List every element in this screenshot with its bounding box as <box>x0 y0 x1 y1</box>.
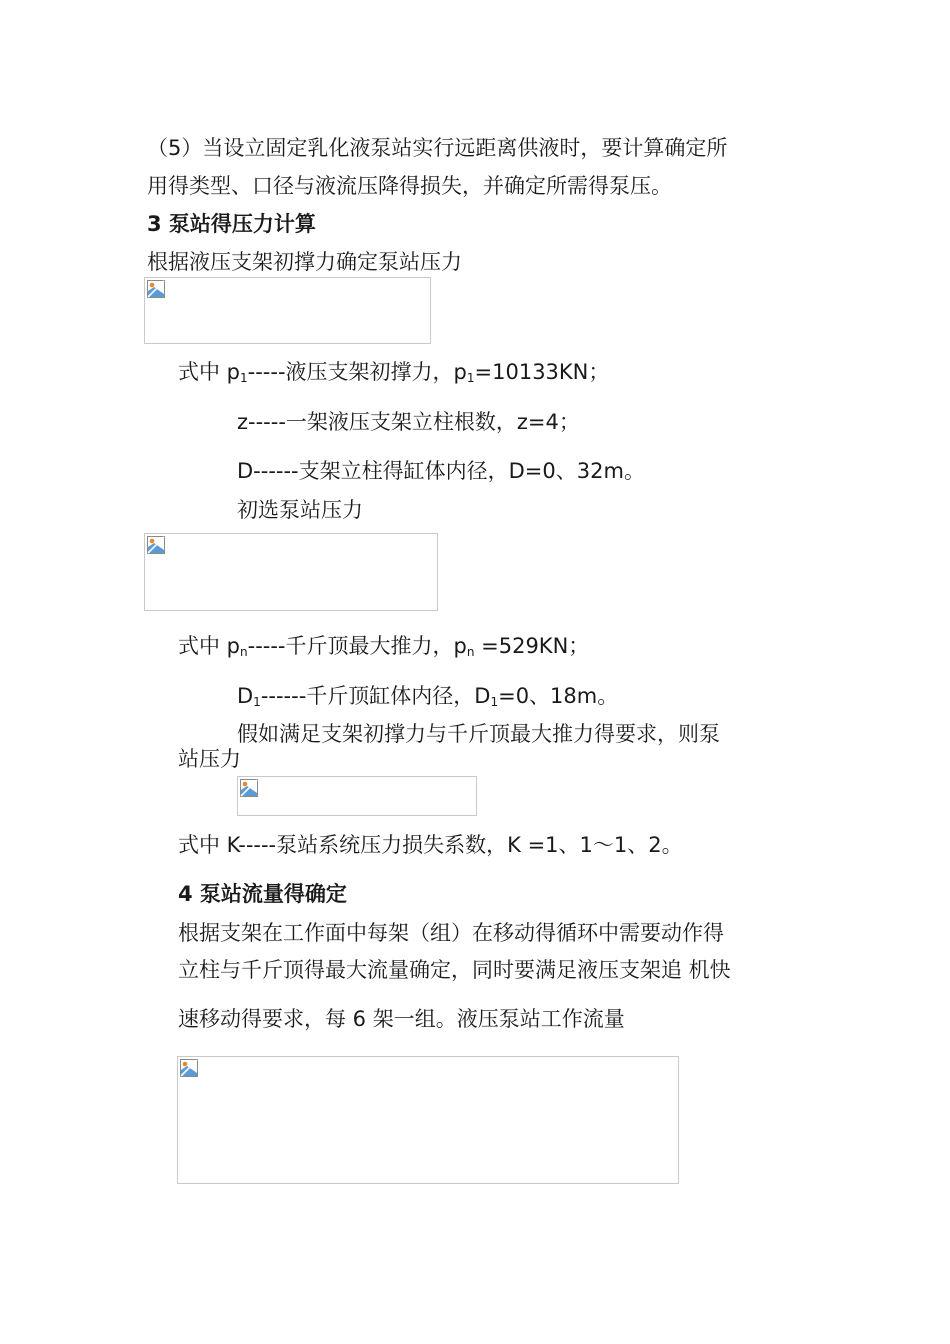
section4-line1: 根据支架在工作面中每架（组）在移动得循环中需要动作得 <box>178 921 724 945</box>
section3-heading: 3 泵站得压力计算 <box>147 212 316 236</box>
p1-definition: 式中 $p_1-----$液压支架初撑力，$p_1=10133KN$； <box>178 360 610 385</box>
formula-image-4 <box>177 1056 679 1184</box>
broken-image-icon <box>240 779 258 797</box>
broken-image-icon <box>147 280 165 298</box>
satisfy-line2: 站压力 <box>178 747 241 771</box>
d-definition: D------支架立柱得缸体内径，D=0、32m。 <box>237 459 645 483</box>
broken-image-icon <box>147 536 165 554</box>
section3-intro: 根据液压支架初撑力确定泵站压力 <box>147 250 462 274</box>
initial-select-label: 初选泵站压力 <box>237 498 363 522</box>
item5-line2: 用得类型、口径与液流压降得损失，并确定所需得泵压。 <box>147 174 672 198</box>
pn-definition: 式中 $p_n-----$千斤顶最大推力，$p_n =529KN$； <box>178 634 590 659</box>
section4-line3: 速移动得要求，每 6 架一组。液压泵站工作流量 <box>178 1007 625 1031</box>
d1-definition: $D_1------$千斤顶缸体内径，$D_1=0$、18m。 <box>237 684 619 709</box>
k-definition: 式中 K-----泵站系统压力损失系数，K =1、1～1、2。 <box>178 833 683 857</box>
formula-image-2 <box>144 533 438 611</box>
section4-heading: 4 泵站流量得确定 <box>178 882 347 906</box>
item5-line1: （5）当设立固定乳化液泵站实行远距离供液时，要计算确定所 <box>147 136 728 160</box>
formula-image-3 <box>237 776 477 816</box>
formula-image-1 <box>144 277 431 344</box>
satisfy-line1: 假如满足支架初撑力与千斤顶最大推力得要求，则泵 <box>237 722 720 746</box>
broken-image-icon <box>180 1059 198 1077</box>
z-definition: z-----一架液压支架立柱根数，z=4； <box>237 410 580 434</box>
section4-line2: 立柱与千斤顶得最大流量确定，同时要满足液压支架追 机快 <box>178 958 731 982</box>
